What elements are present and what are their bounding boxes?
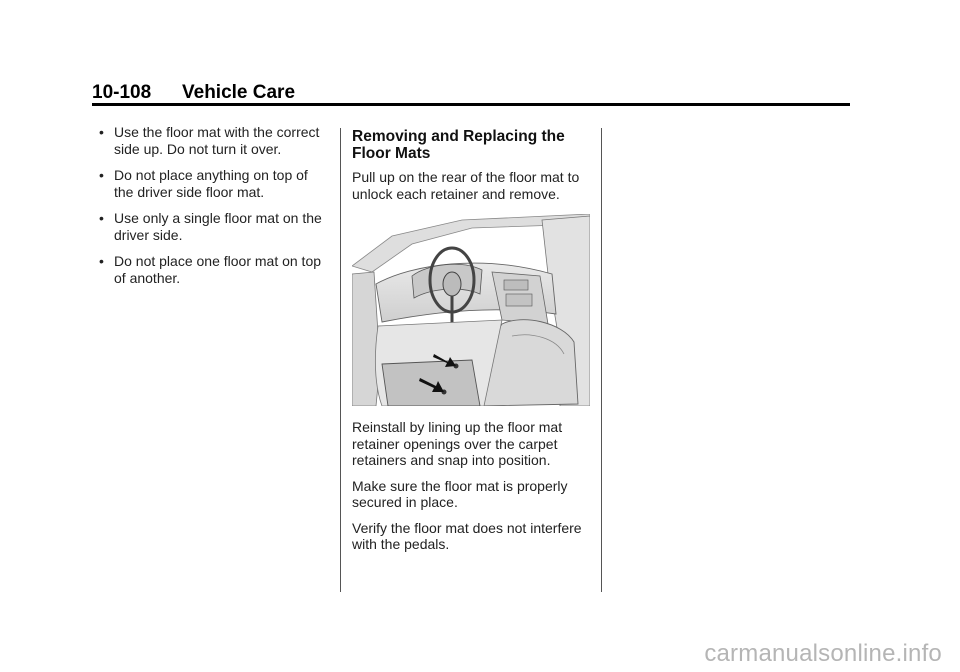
- section-title: Vehicle Care: [182, 82, 296, 103]
- bullet-icon: •: [99, 210, 104, 226]
- bullet-item: • Do not place one floor mat on top of another.: [99, 253, 322, 286]
- bullet-icon: •: [99, 253, 104, 269]
- column-divider-left: [340, 128, 341, 592]
- pedals-paragraph: Verify the floor mat does not interfere with the pedals.: [352, 519, 582, 552]
- car-interior-drawing: [352, 214, 590, 406]
- bullet-icon: •: [99, 167, 104, 183]
- floor-mat-illustration: [352, 214, 590, 406]
- watermark-text: carmanualsonline.info: [704, 640, 942, 667]
- secure-paragraph: Make sure the floor mat is properly secured in place.: [352, 477, 568, 510]
- page-header: [92, 82, 850, 102]
- bullet-list: [96, 124, 330, 286]
- subsection-heading: Removing and Replacing the Floor Mats: [352, 128, 565, 162]
- bullet-item: • Use the floor mat with the correct side up. Do not turn it over.: [99, 124, 320, 157]
- bullet-item: • Do not place anything on top of the driver side floor mat.: [99, 167, 308, 200]
- intro-paragraph: Pull up on the rear of the floor mat to unlock each retainer and remove.: [352, 169, 580, 202]
- reinstall-paragraph: Reinstall by lining up the floor mat retainer openings over the carpet retainers and snap into position.: [352, 419, 563, 468]
- bullet-icon: •: [99, 124, 104, 140]
- column-divider-right: [601, 128, 602, 592]
- left-column: [96, 124, 330, 296]
- page-number: 10-108: [92, 82, 152, 103]
- header-rule: [92, 103, 850, 106]
- right-column: [352, 128, 592, 562]
- bullet-item: • Use only a single floor mat on the driver side.: [99, 210, 322, 243]
